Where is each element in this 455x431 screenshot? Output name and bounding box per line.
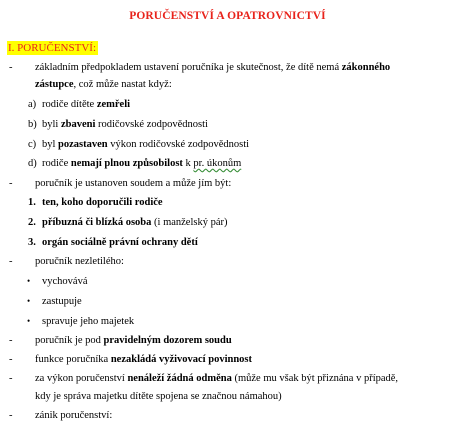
spellcheck-squiggle-text: pr. úkonům bbox=[193, 158, 242, 169]
paragraph-text: funkce poručníka bbox=[35, 354, 111, 365]
item-text: zastupuje bbox=[42, 296, 82, 307]
list-number: 3. bbox=[28, 237, 36, 248]
item-text: rodičovské zodpovědnosti bbox=[95, 119, 208, 130]
list-label: b) bbox=[28, 119, 37, 130]
item-text: výkon rodičovské zodpovědnosti bbox=[107, 139, 250, 150]
dash-bullet: - bbox=[9, 354, 13, 365]
paragraph-text: poručník nezletilého: bbox=[35, 256, 124, 267]
paragraph-text: , což může nastat když: bbox=[73, 79, 172, 90]
bold-term: ten, koho doporučili rodiče bbox=[42, 197, 163, 208]
list-label: a) bbox=[28, 99, 37, 110]
item-text: spravuje jeho majetek bbox=[42, 316, 135, 327]
dot-bullet: • bbox=[27, 316, 31, 326]
bold-term: nenáleží žádná odměna bbox=[127, 373, 232, 384]
bold-term: zbaveni bbox=[60, 119, 96, 130]
bold-term: zemřeli bbox=[96, 99, 131, 110]
dash-bullet: - bbox=[9, 256, 13, 267]
bold-term: pravidelným dozorem soudu bbox=[103, 335, 232, 346]
paragraph-text: základním předpokladem ustavení poručníka je skutečnost, že dítě nemá bbox=[35, 62, 342, 73]
item-text: (i manželský pár) bbox=[151, 217, 228, 228]
bold-term: nezakládá vyživovací povinnost bbox=[110, 354, 252, 365]
item-text: byli bbox=[42, 119, 61, 130]
dash-bullet: - bbox=[9, 373, 13, 384]
page-title: PORUČENSTVÍ A OPATROVNICTVÍ bbox=[129, 10, 326, 22]
paragraph-text: zánik poručenství: bbox=[35, 410, 113, 421]
dash-bullet: - bbox=[9, 335, 13, 346]
item-text: rodiče dítěte bbox=[42, 99, 97, 110]
bold-term: zákonného bbox=[341, 62, 391, 73]
list-label: c) bbox=[28, 139, 37, 150]
dot-bullet: • bbox=[27, 276, 31, 286]
paragraph-text: za výkon poručenství bbox=[35, 373, 128, 384]
list-label: d) bbox=[28, 158, 37, 169]
list-number: 2. bbox=[28, 217, 36, 228]
dash-bullet: - bbox=[9, 410, 13, 421]
dot-bullet: • bbox=[27, 296, 31, 306]
bold-term: pozastaven bbox=[58, 139, 108, 150]
paragraph-text: poručník je pod bbox=[35, 335, 104, 346]
paragraph-text: poručník je ustanoven soudem a může jím být: bbox=[35, 178, 232, 189]
item-text: byl bbox=[42, 139, 59, 150]
item-text: k bbox=[182, 158, 194, 169]
item-text: rodiče bbox=[42, 158, 71, 169]
bold-term: zástupce bbox=[35, 79, 74, 90]
section-heading: I. PORUČENSTVÍ: bbox=[8, 42, 97, 54]
bold-term: příbuzná či blízká osoba bbox=[42, 217, 152, 228]
bold-term: orgán sociálně právní ochrany dětí bbox=[42, 237, 198, 248]
paragraph-text: (může mu však být přiznána v případě, bbox=[231, 373, 399, 384]
list-number: 1. bbox=[28, 197, 36, 208]
bold-term: nemají plnou způsobilost bbox=[70, 158, 183, 169]
paragraph-text: kdy je správa majetku dítěte spojena se značnou námahou) bbox=[35, 391, 282, 402]
item-text: vychovává bbox=[42, 276, 88, 287]
dash-bullet: - bbox=[9, 62, 13, 73]
dash-bullet: - bbox=[9, 178, 13, 189]
